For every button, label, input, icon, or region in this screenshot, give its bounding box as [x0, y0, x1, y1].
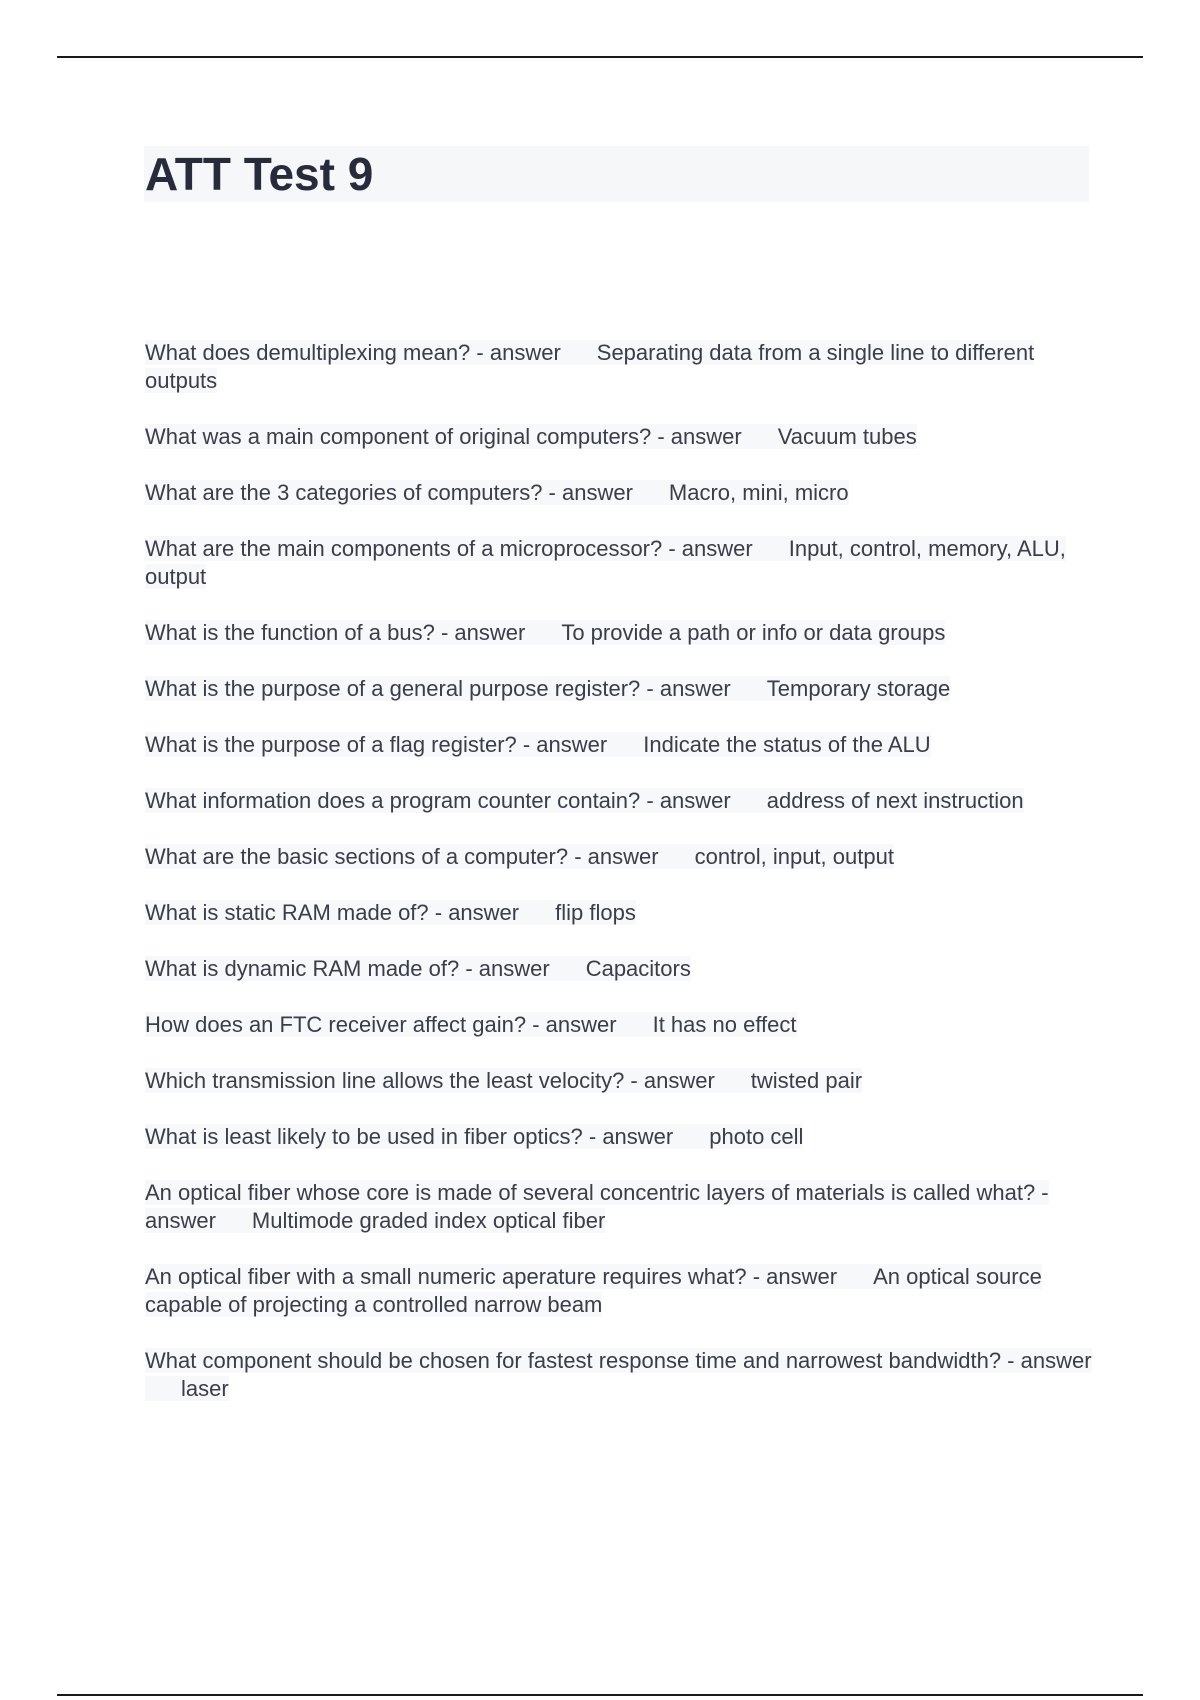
answer-text: Separating data from a single line to different outputs — [145, 340, 1035, 393]
answer-text: flip flops — [555, 900, 636, 925]
answer-text: Vacuum tubes — [777, 424, 917, 449]
qa-item-9 — [145, 843, 1095, 871]
question-text: What does demultiplexing mean? - answer — [145, 340, 561, 365]
question-text: What is the purpose of a flag register? - answer — [145, 732, 608, 757]
answer-text: An optical source capable of projecting a controlled narrow beam — [145, 1264, 1042, 1317]
qa-item-3 — [145, 479, 1095, 507]
answer-text: Multimode graded index optical fiber — [251, 1208, 606, 1233]
question-text: What is the purpose of a general purpose register? - answer — [145, 676, 731, 701]
question-text: What is dynamic RAM made of? - answer — [145, 956, 550, 981]
qa-item-7 — [145, 731, 1095, 759]
answer-text: address of next instruction — [766, 788, 1024, 813]
qa-item-2 — [145, 423, 1095, 451]
qa-item-5 — [145, 619, 1095, 647]
answer-text: laser — [181, 1376, 229, 1401]
qa-item-15 — [145, 1179, 1095, 1235]
question-text: An optical fiber whose core is made of several concentric layers of materials is called what? - answer — [145, 1180, 1049, 1233]
qa-list — [145, 339, 1095, 1431]
answer-text: Input, control, memory, ALU, output — [145, 536, 1066, 589]
answer-text: Capacitors — [585, 956, 691, 981]
question-text: How does an FTC receiver affect gain? - answer — [145, 1012, 617, 1037]
qa-item-1 — [145, 339, 1095, 395]
question-text: An optical fiber with a small numeric aperature requires what? - answer — [145, 1264, 838, 1289]
top-rule — [57, 56, 1143, 58]
question-text: What component should be chosen for fastest response time and narrowest bandwidth? - answer — [145, 1348, 1092, 1373]
qa-item-11 — [145, 955, 1095, 983]
question-text: What are the 3 categories of computers? - answer — [145, 480, 633, 505]
qa-item-12 — [145, 1011, 1095, 1039]
question-text: What is static RAM made of? - answer — [145, 900, 520, 925]
answer-text: Macro, mini, micro — [668, 480, 849, 505]
answer-text: To provide a path or info or data groups — [561, 620, 946, 645]
bottom-rule — [57, 1694, 1143, 1696]
question-text: What are the basic sections of a computer? - answer — [145, 844, 659, 869]
question-text: What is least likely to be used in fiber optics? - answer — [145, 1124, 674, 1149]
page-title: ATT Test 9 — [145, 148, 374, 200]
qa-item-14 — [145, 1123, 1095, 1151]
question-text: Which transmission line allows the least velocity? - answer — [145, 1068, 715, 1093]
question-text: What is the function of a bus? - answer — [145, 620, 526, 645]
qa-item-16 — [145, 1263, 1095, 1319]
qa-item-4 — [145, 535, 1095, 591]
answer-text: control, input, output — [694, 844, 894, 869]
qa-item-13 — [145, 1067, 1095, 1095]
answer-text: photo cell — [709, 1124, 804, 1149]
qa-item-17 — [145, 1347, 1095, 1403]
answer-text: Temporary storage — [766, 676, 951, 701]
qa-item-10 — [145, 899, 1095, 927]
qa-item-8 — [145, 787, 1095, 815]
answer-text: twisted pair — [750, 1068, 863, 1093]
answer-text: It has no effect — [652, 1012, 797, 1037]
question-text: What information does a program counter contain? - answer — [145, 788, 731, 813]
question-text: What are the main components of a microprocessor? - answer — [145, 536, 753, 561]
answer-text: Indicate the status of the ALU — [643, 732, 931, 757]
question-text: What was a main component of original computers? - answer — [145, 424, 742, 449]
qa-item-6 — [145, 675, 1095, 703]
